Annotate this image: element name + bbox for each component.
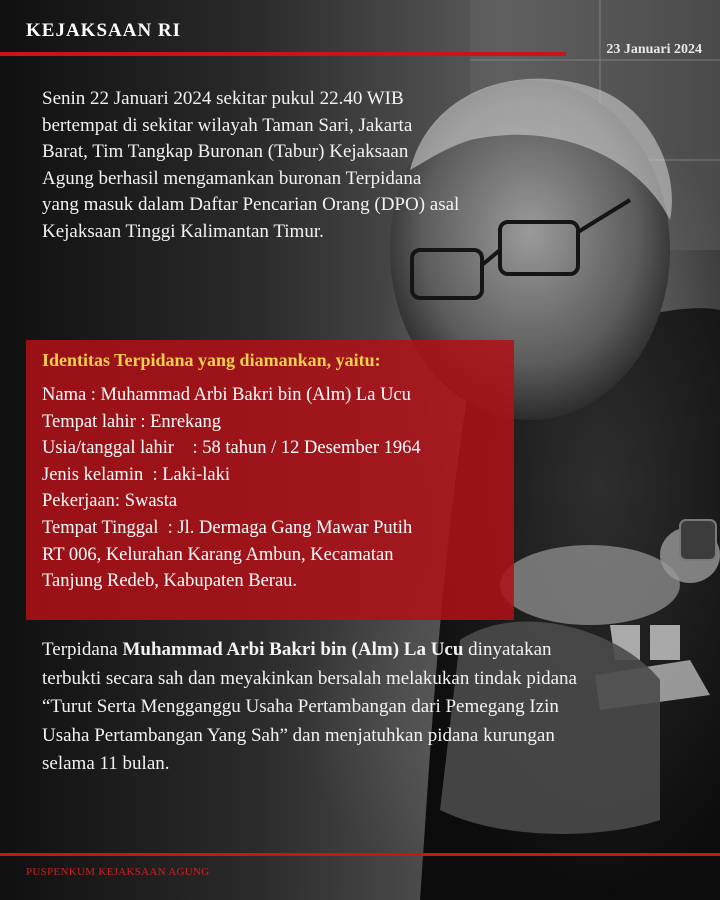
publish-date: 23 Januari 2024 [606,42,702,57]
brand-title: KEJAKSAAN RI [26,20,182,41]
identity-line-address-2: RT 006, Kelurahan Karang Ambun, Kecamatan [42,544,394,565]
identity-line-address: Tempat Tinggal : Jl. Dermaga Gang Mawar Putih [42,517,413,538]
identity-line-age: Usia/tanggal lahir : 58 tahun / 12 Desember 1964 [42,438,421,459]
identity-line-name: Nama : Muhammad Arbi Bakri bin (Alm) La Ucu [42,385,411,405]
footer-credit: PUSPENKUM KEJAKSAAN AGUNG [26,866,210,878]
convict-name: Muhammad Arbi Bakri bin (Alm) La Ucu [122,639,464,660]
footer-divider [0,853,720,856]
identity-line-address-3: Tanjung Redeb, Kabupaten Berau. [42,571,298,592]
conclusion-paragraph [42,636,582,779]
conclusion-text: dinyatakan terbukti secara sah dan meyakinkan bersalah melakukan tindak pidana “Turut Serta Mengganggu Usaha Pertambangan dari Pemegang Izin Usaha Pertambangan Yang Sah” dan menjatuhkan pidana kurungan selama 11 bulan. [42,639,577,774]
identity-line-birthplace: Tempat lahir : Enrekang [42,411,222,432]
identity-heading: Identitas Terpidana yang diamankan, yaitu: [42,350,381,370]
conclusion-prefix: Terpidana [42,639,123,660]
identity-line-gender: Jenis kelamin : Laki-laki [42,464,231,485]
intro-paragraph: Senin 22 Januari 2024 sekitar pukul 22.40 WIB bertempat di sekitar wilayah Taman Sari, Jakarta Barat, Tim Tangkap Buronan (Tabur) Kejaksaan Agung berhasil mengamankan buronan Terpidana yang masuk dalam Daftar Pencarian Orang (DPO) asal Kejaksaan Tinggi Kalimantan Timur. [42,88,460,242]
identity-panel [26,340,514,620]
header-divider [0,52,566,56]
identity-line-occupation: Pekerjaan: Swasta [42,491,178,512]
